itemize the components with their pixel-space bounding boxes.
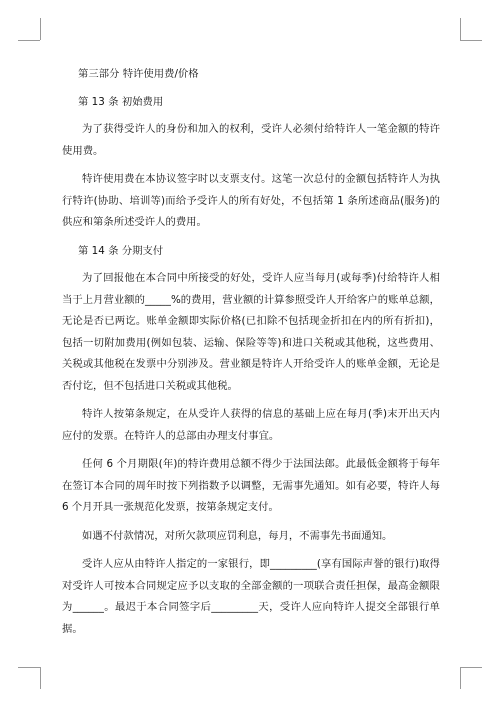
article-13-heading: 第 13 条 初始费用 [78,95,164,108]
paragraph-invoice: 特许人按第条规定，在从受许人获得的信息的基础上应在每月(季)末开出天内应付的发票。在特许人的总部由办理支付事宜。 [62,408,440,442]
article-14-heading: 第 14 条 分期支付 [78,244,164,257]
paragraph-bank-guarantee: 受许人应从由特许人指定的一家银行，即_________(享有国际声誉的银行)取得对受许人可按本合同规定应予以支取的全部金额的一项联合责任担保，最高金额限为______。最迟于本合同签字后_________天，受许人应向特许人提交全部银行单据。 [62,558,440,635]
crop-mark-top-right-horizontal [460,40,482,41]
document-body [62,64,440,647]
crop-mark-bottom-left-horizontal [18,667,40,668]
paragraph-initial-fee: 为了获得受许人的身份和加入的权利，受许人必须付给特许人一笔金额的特许使用费。 [62,123,440,157]
crop-mark-top-right-vertical [460,18,461,40]
crop-mark-top-left-horizontal [18,40,40,41]
paragraph-late-payment: 如遇不付款情况，对所欠款项应罚利息，每月，不需事先书面通知。 [82,529,393,542]
crop-mark-bottom-left-vertical [40,667,41,689]
paragraph-installment: 为了回报他在本合同中所接受的好处，受许人应当每月(或每季)付给特许人相当于上月营业额的_____%的费用，营业额的计算参照受许人开给客户的账单总额，无论是否已两讫。账单金额即实际价格(已扣除不包括现金折扣在内的所有折扣)，包括一切附加费用(例如包装、运输、保险等等)和进口关税或其他税，这些费用、关税或其他税在发票中分别涉及。营业额是特许人开给受许人的账单金额，无论是否付讫，但不包括进口关税或其他税。 [62,272,440,392]
crop-mark-top-left-vertical [40,18,41,40]
paragraph-fee-payment: 特许使用费在本协议签字时以支票支付。这笔一次总付的金额包括特许人为执行特许(协助、培训等)而给予受许人的所有好处，不包括第 1 条所述商品(服务)的供应和第条所述受许人的费用。 [62,173,440,228]
paragraph-minimum-amount: 任何 6 个月期限(年)的特许费用总额不得少于法国法郎。此最低金额将于每年在签订本合同的周年时按下列指数予以调整，无需事先通知。如有必要，特许人每 6 个月开具一张规范化发票，按第条规定支付。 [62,458,440,513]
crop-mark-bottom-right-horizontal [460,667,482,668]
section-heading: 第三部分 特许使用费/价格 [78,68,199,80]
crop-mark-bottom-right-vertical [460,667,461,689]
